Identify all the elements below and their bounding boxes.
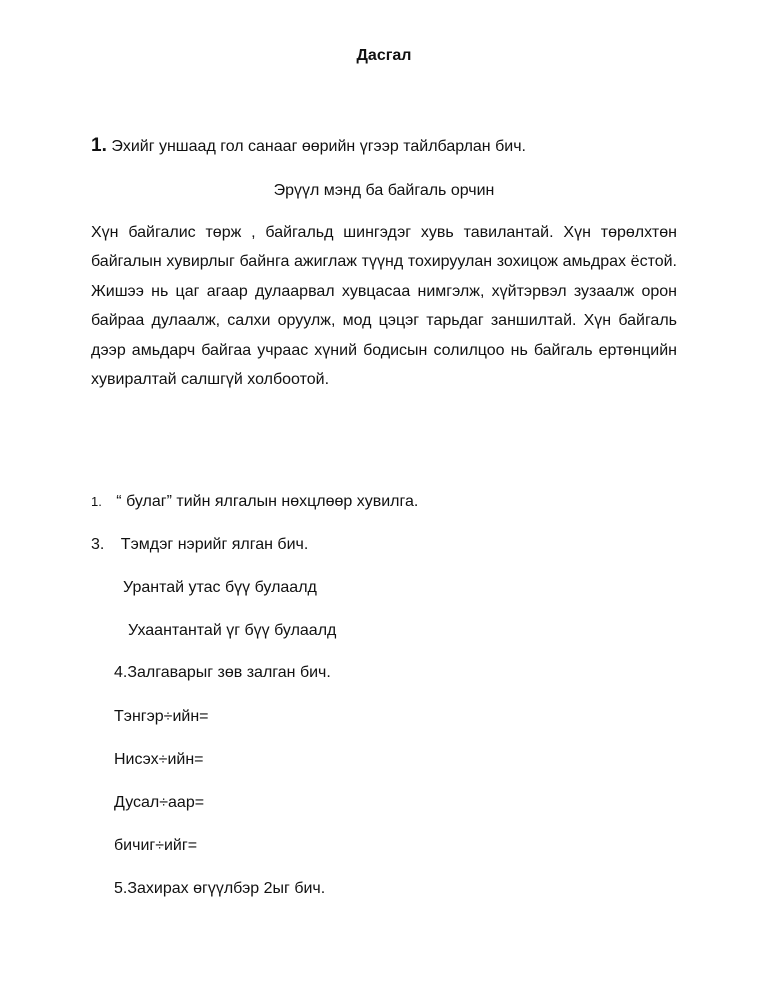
question-2-text: “ булаг” тийн ялгалын нөхцлөөр хувилга.	[116, 493, 419, 510]
text-title: Эрүүл мэнд ба байгаль орчин	[273, 182, 495, 199]
example-sentence: Ухаантантай үг бүү булаалд	[128, 622, 337, 639]
suffix-exercise: Тэнгэр÷ийн=	[114, 708, 209, 725]
question-1	[91, 136, 526, 157]
question-3	[91, 535, 308, 555]
example-sentence: Урантай утас бүү булаалд	[123, 579, 317, 596]
question-4: 4.Залгаварыг зөв залган бич.	[114, 664, 331, 681]
question-3-number: 3.	[91, 536, 105, 553]
reading-paragraph: Хүн байгалис төрж , байгальд шингэдэг хувь тавилантай. Хүн төрөлхтөн байгалын хувирлыг байнга ажиглаж түүнд тохируулан зохицож амьдрах ёстой. Жишээ нь цаг агаар дулаарвал хувцасаа нимгэлж, хүйтэрвэл зузаалж орон байраа дулаалж, салхи оруулж, мод цэцэг тарьдаг заншилтай. Хүн байгаль дээр амьдарч байгаа учраас хүний бодисын солилцоо нь байгаль ертөнцийн хувиралтай салшгүй холбоотой.	[91, 224, 677, 389]
page-title: Дасгал	[356, 47, 412, 64]
question-3-text: Тэмдэг нэрийг ялган бич.	[120, 536, 309, 553]
question-1-text: Эхийг уншаад гол санааг өөрийн үгээр тайлбарлан бич.	[111, 138, 526, 155]
question-2	[91, 492, 418, 512]
suffix-exercise: бичиг÷ийг=	[114, 837, 198, 854]
suffix-exercise: Нисэх÷ийн=	[114, 751, 204, 768]
suffix-exercise: Дусал÷аар=	[114, 794, 205, 811]
question-1-number: 1.	[91, 135, 107, 156]
question-2-number: 1.	[91, 494, 102, 509]
question-5: 5.Захирах өгүүлбэр 2ыг бич.	[114, 880, 326, 897]
